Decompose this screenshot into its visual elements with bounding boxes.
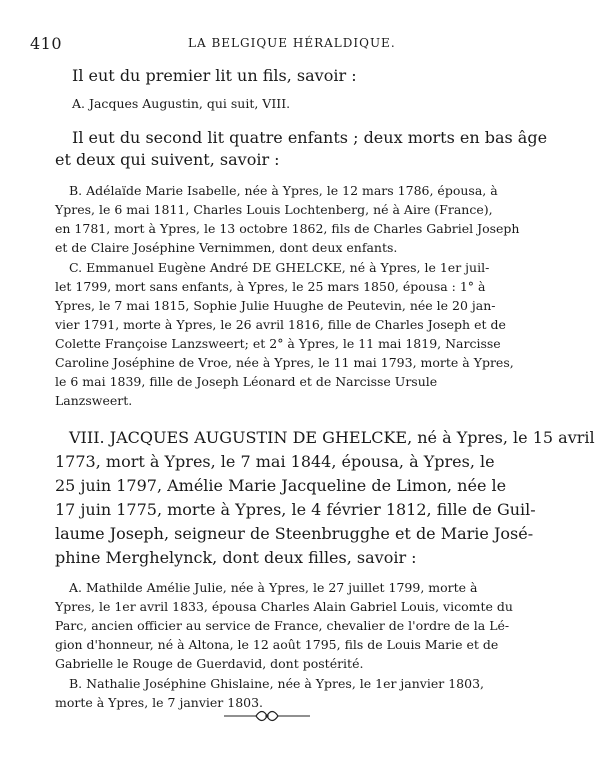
text-line: en 1781, mort à Ypres, le 13 octobre 1862, fils de Charles Gabriel Joseph (55, 221, 520, 236)
text-line: morte à Ypres, le 7 janvier 1803. (55, 695, 264, 710)
text-line: A. Jacques Augustin, qui suit, VIII. (72, 96, 291, 111)
text-line: phine Merghelynck, dont deux filles, savoir : (55, 548, 417, 567)
text-line: gion d'honneur, né à Altona, le 12 août 1795, fils de Louis Marie et de (55, 637, 499, 652)
running-head: LA BELGIQUE HÉRALDIQUE. (188, 36, 396, 50)
text-line: VIII. JACQUES AUGUSTIN DE GHELCKE, né à Ypres, le 15 avril (69, 428, 595, 447)
text-line: 25 juin 1797, Amélie Marie Jacqueline de Limon, née le (55, 476, 507, 495)
text-line: A. Mathilde Amélie Julie, née à Ypres, le 27 juillet 1799, morte à (69, 580, 478, 595)
text-line: Parc, ancien officier au service de France, chevalier de l'ordre de la Lé- (55, 618, 510, 633)
text-line: Gabrielle le Rouge de Guerdavid, dont postérité. (55, 656, 364, 671)
text-line: let 1799, mort sans enfants, à Ypres, le 25 mars 1850, épousa : 1° à (55, 279, 486, 294)
text-line: C. Emmanuel Eugène André DE GHELCKE, né à Ypres, le 1er juil- (69, 260, 490, 275)
ornament-divider (222, 708, 312, 724)
text-line: 17 juin 1775, morte à Ypres, le 4 février 1812, fille de Guil- (55, 500, 536, 519)
text-line: Colette Françoise Lanzsweert; et 2° à Ypres, le 11 mai 1819, Narcisse (55, 336, 501, 351)
page-number: 410 (30, 34, 63, 53)
text-line: Il eut du second lit quatre enfants ; deux morts en bas âge (72, 128, 548, 147)
text-line: B. Adélaïde Marie Isabelle, née à Ypres, le 12 mars 1786, épousa, à (69, 183, 498, 198)
text-line: Ypres, le 7 mai 1815, Sophie Julie Huughe de Peutevin, née le 20 jan- (55, 298, 496, 313)
text-line: et deux qui suivent, savoir : (55, 150, 280, 169)
text-line: Il eut du premier lit un fils, savoir : (72, 66, 357, 85)
text-line: 1773, mort à Ypres, le 7 mai 1844, épousa, à Ypres, le (55, 452, 495, 471)
text-line: Ypres, le 6 mai 1811, Charles Louis Lochtenberg, né à Aire (France), (55, 202, 493, 217)
text-line: Caroline Joséphine de Vroe, née à Ypres, le 11 mai 1793, morte à Ypres, (55, 355, 514, 370)
text-line: Ypres, le 1er avril 1833, épousa Charles Alain Gabriel Louis, vicomte du (55, 599, 513, 614)
text-line: B. Nathalie Joséphine Ghislaine, née à Ypres, le 1er janvier 1803, (69, 676, 484, 691)
text-line: Lanzsweert. (55, 393, 133, 408)
text-line: le 6 mai 1839, fille de Joseph Léonard et de Narcisse Ursule (55, 374, 438, 389)
text-line: laume Joseph, seigneur de Steenbrugghe et de Marie José- (55, 524, 534, 543)
text-line: vier 1791, morte à Ypres, le 26 avril 1816, fille de Charles Joseph et de (55, 317, 506, 332)
text-line: et de Claire Joséphine Vernimmen, dont deux enfants. (55, 240, 398, 255)
